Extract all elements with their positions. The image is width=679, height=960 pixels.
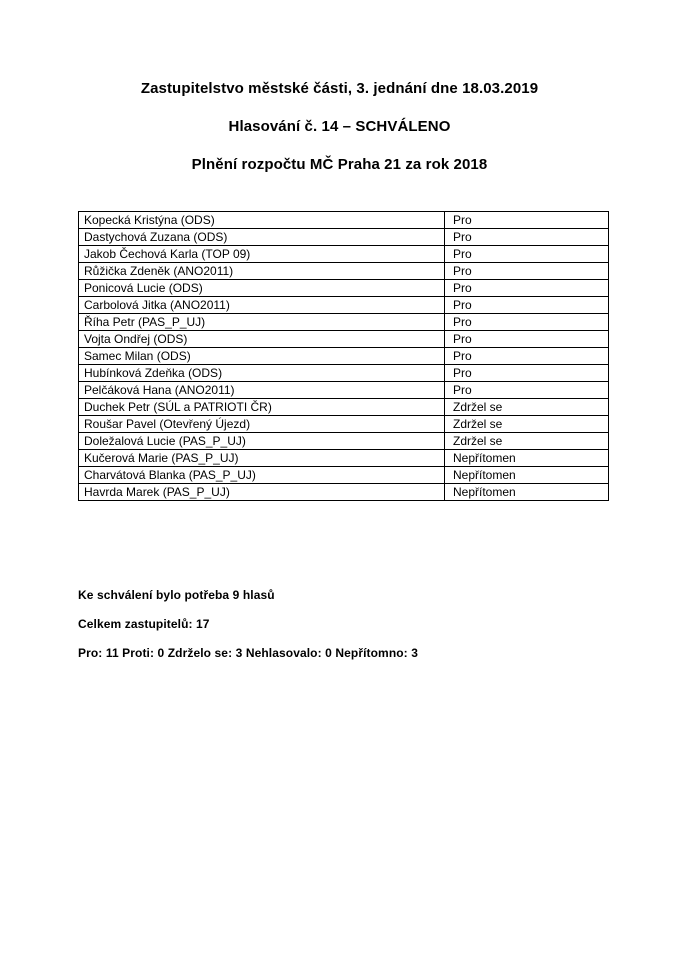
heading-session: Zastupitelstvo městské části, 3. jednání dne 18.03.2019: [140, 80, 539, 97]
member-name-cell: Kučerová Marie (PAS_P_UJ): [79, 450, 445, 467]
vote-row: [79, 365, 609, 382]
vote-value-cell: Nepřítomen: [445, 484, 609, 501]
member-name-cell: Pelčáková Hana (ANO2011): [79, 382, 445, 399]
votes-table: [78, 211, 609, 501]
vote-row: [79, 263, 609, 280]
vote-value-cell: Pro: [445, 212, 609, 229]
vote-value-cell: Pro: [445, 314, 609, 331]
member-name-cell: Dastychová Zuzana (ODS): [79, 229, 445, 246]
vote-row: [79, 416, 609, 433]
summary-vote-counts: Pro: 11 Proti: 0 Zdrželo se: 3 Nehlasovalo: 0 Nepřítomno: 3: [78, 646, 418, 660]
vote-value-cell: Pro: [445, 297, 609, 314]
vote-row: [79, 212, 609, 229]
vote-row: [79, 450, 609, 467]
member-name-cell: Růžička Zdeněk (ANO2011): [79, 263, 445, 280]
member-name-cell: Carbolová Jitka (ANO2011): [79, 297, 445, 314]
vote-value-cell: Pro: [445, 382, 609, 399]
member-name-cell: Jakob Čechová Karla (TOP 09): [79, 246, 445, 263]
vote-value-cell: Pro: [445, 263, 609, 280]
member-name-cell: Kopecká Kristýna (ODS): [79, 212, 445, 229]
member-name-cell: Vojta Ondřej (ODS): [79, 331, 445, 348]
vote-value-cell: Pro: [445, 365, 609, 382]
heading-vote-result: Hlasování č. 14 – SCHVÁLENO: [228, 118, 451, 135]
heading-subject: Plnění rozpočtu MČ Praha 21 za rok 2018: [191, 156, 488, 173]
vote-row: [79, 246, 609, 263]
vote-value-cell: Nepřítomen: [445, 467, 609, 484]
member-name-cell: Charvátová Blanka (PAS_P_UJ): [79, 467, 445, 484]
vote-row: [79, 467, 609, 484]
vote-value-cell: Nepřítomen: [445, 450, 609, 467]
vote-row: [79, 314, 609, 331]
member-name-cell: Doležalová Lucie (PAS_P_UJ): [79, 433, 445, 450]
member-name-cell: Havrda Marek (PAS_P_UJ): [79, 484, 445, 501]
member-name-cell: Duchek Petr (SÚL a PATRIOTI ČR): [79, 399, 445, 416]
vote-value-cell: Pro: [445, 348, 609, 365]
vote-row: [79, 399, 609, 416]
member-name-cell: Roušar Pavel (Otevřený Újezd): [79, 416, 445, 433]
vote-value-cell: Pro: [445, 280, 609, 297]
vote-value-cell: Pro: [445, 331, 609, 348]
vote-row: [79, 297, 609, 314]
vote-row: [79, 433, 609, 450]
vote-row: [79, 280, 609, 297]
vote-value-cell: Zdržel se: [445, 399, 609, 416]
vote-row: [79, 382, 609, 399]
vote-row: [79, 484, 609, 501]
summary-required-votes: Ke schválení bylo potřeba 9 hlasů: [78, 588, 275, 602]
vote-value-cell: Pro: [445, 246, 609, 263]
summary-block: [78, 589, 598, 676]
vote-row: [79, 331, 609, 348]
vote-value-cell: Zdržel se: [445, 433, 609, 450]
vote-value-cell: Pro: [445, 229, 609, 246]
votes-table-body: [79, 212, 609, 501]
member-name-cell: Hubínková Zdeňka (ODS): [79, 365, 445, 382]
summary-total-members: Celkem zastupitelů: 17: [78, 617, 210, 631]
member-name-cell: Samec Milan (ODS): [79, 348, 445, 365]
member-name-cell: Říha Petr (PAS_P_UJ): [79, 314, 445, 331]
vote-row: [79, 229, 609, 246]
vote-row: [79, 348, 609, 365]
vote-value-cell: Zdržel se: [445, 416, 609, 433]
member-name-cell: Ponicová Lucie (ODS): [79, 280, 445, 297]
document-heading-block: [0, 81, 679, 195]
